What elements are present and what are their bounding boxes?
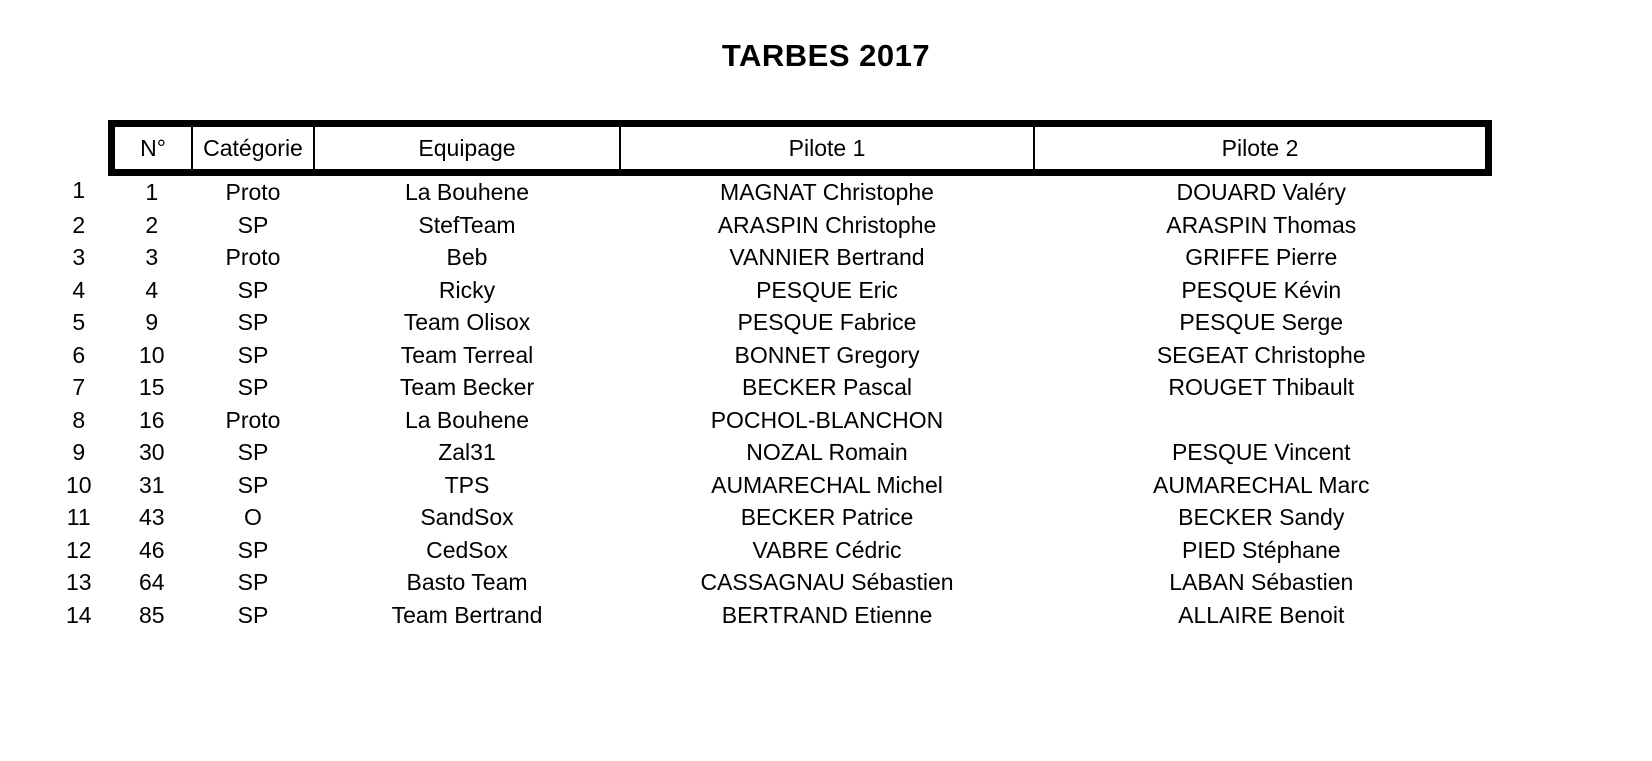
cell-pilot2: AUMARECHAL Marc — [1153, 471, 1370, 498]
cell-index: 8 — [72, 406, 86, 433]
table-row — [46, 404, 1489, 437]
cell-pilot1: VABRE Cédric — [752, 536, 902, 563]
cell-crew: Team Bertrand — [391, 601, 543, 628]
cell-index: 5 — [72, 309, 86, 335]
cell-pilot2: GRIFFE Pierre — [1185, 244, 1338, 270]
cell-pilot2: LABAN Sébastien — [1169, 569, 1354, 595]
table-header-row — [46, 124, 1489, 173]
cell-pilot2: ARASPIN Thomas — [1166, 211, 1357, 238]
cell-pilot1: MAGNAT Christophe — [720, 179, 934, 205]
cell-pilot1: AUMARECHAL Michel — [711, 471, 943, 498]
cell-category: O — [244, 504, 262, 530]
cell-index: 9 — [72, 439, 86, 465]
cell-crew: StefTeam — [418, 211, 516, 238]
cell-crew: SandSox — [420, 504, 514, 530]
table-row — [46, 274, 1489, 307]
column-header-number: N° — [112, 124, 193, 173]
cell-category: SP — [237, 374, 269, 400]
cell-number: 4 — [145, 276, 159, 303]
table-row — [46, 306, 1489, 339]
cell-number: 2 — [145, 211, 159, 238]
cell-number: 16 — [138, 406, 165, 433]
cell-category: SP — [237, 341, 269, 368]
cell-number: 10 — [138, 341, 165, 368]
cell-pilot2: PESQUE Vincent — [1171, 439, 1351, 465]
cell-category: SP — [237, 471, 269, 498]
entry-list-container — [0, 120, 1652, 631]
cell-category: Proto — [225, 179, 281, 205]
column-header-category: Catégorie — [192, 124, 314, 173]
cell-index: 2 — [72, 211, 86, 238]
table-row — [46, 469, 1489, 502]
table-row — [46, 534, 1489, 567]
cell-pilot1: VANNIER Bertrand — [729, 244, 925, 270]
cell-category: SP — [237, 601, 269, 628]
column-header-index — [46, 124, 112, 173]
cell-index: 10 — [65, 471, 92, 498]
cell-index: 3 — [72, 244, 86, 270]
cell-index: 12 — [65, 536, 92, 563]
cell-category: Proto — [225, 406, 281, 433]
cell-pilot2: PESQUE Kévin — [1181, 276, 1342, 303]
cell-index: 11 — [66, 504, 91, 530]
table-body — [46, 173, 1489, 632]
entry-list-table — [46, 120, 1492, 631]
cell-number: 30 — [138, 439, 165, 465]
table-row — [46, 566, 1489, 599]
cell-number: 3 — [145, 244, 159, 270]
cell-pilot1: POCHOL-BLANCHON — [710, 406, 944, 433]
cell-pilot1: BONNET Gregory — [734, 341, 920, 368]
table-row — [46, 339, 1489, 372]
cell-category: SP — [237, 276, 269, 303]
document-page — [0, 38, 1652, 761]
table-row — [46, 173, 1489, 209]
cell-number: 1 — [145, 179, 159, 205]
cell-crew: Beb — [446, 244, 488, 270]
cell-index: 7 — [72, 374, 86, 400]
table-row — [46, 209, 1489, 242]
cell-pilot2: BECKER Sandy — [1178, 504, 1345, 530]
cell-index: 4 — [72, 276, 86, 303]
cell-pilot2: PIED Stéphane — [1181, 536, 1341, 563]
cell-index: 1 — [72, 177, 86, 204]
cell-category: Proto — [225, 244, 281, 270]
cell-crew: La Bouhene — [404, 406, 530, 433]
cell-crew: Team Becker — [399, 374, 535, 400]
cell-pilot2: ROUGET Thibault — [1168, 374, 1355, 400]
cell-pilot1: BERTRAND Etienne — [721, 601, 933, 628]
cell-pilot1: NOZAL Romain — [746, 439, 908, 465]
cell-pilot1: CASSAGNAU Sébastien — [700, 569, 954, 595]
table-row — [46, 501, 1489, 534]
cell-category: SP — [237, 536, 269, 563]
cell-pilot1: PESQUE Fabrice — [737, 309, 917, 335]
cell-pilot2 — [1034, 404, 1489, 437]
cell-crew: Ricky — [438, 276, 496, 303]
cell-pilot2: ALLAIRE Benoit — [1178, 601, 1345, 628]
cell-number: 43 — [138, 504, 165, 530]
table-header — [46, 124, 1489, 173]
cell-crew: CedSox — [426, 536, 508, 563]
cell-crew: La Bouhene — [404, 179, 530, 205]
table-row — [46, 241, 1489, 274]
table-row — [46, 371, 1489, 404]
column-header-pilot1: Pilote 1 — [620, 124, 1034, 173]
cell-index: 6 — [72, 341, 86, 368]
cell-number: 15 — [138, 374, 165, 400]
cell-pilot2: DOUARD Valéry — [1176, 179, 1347, 205]
table-row — [46, 599, 1489, 632]
cell-crew: Basto Team — [406, 569, 528, 595]
cell-pilot2: PESQUE Serge — [1179, 309, 1344, 335]
cell-index: 13 — [65, 569, 92, 595]
column-header-pilot2: Pilote 2 — [1034, 124, 1489, 173]
cell-index: 14 — [65, 601, 92, 628]
cell-crew: Zal31 — [438, 439, 496, 465]
cell-number: 85 — [138, 601, 165, 628]
cell-crew: Team Olisox — [403, 309, 531, 335]
cell-category: SP — [237, 569, 269, 595]
page-title: TARBES 2017 — [721, 38, 931, 73]
cell-number: 9 — [145, 309, 159, 335]
cell-category: SP — [237, 309, 269, 335]
cell-number: 46 — [138, 536, 165, 563]
cell-pilot1: PESQUE Eric — [756, 276, 898, 303]
cell-pilot1: ARASPIN Christophe — [717, 211, 937, 238]
column-header-crew: Equipage — [314, 124, 620, 173]
cell-pilot1: BECKER Pascal — [741, 374, 912, 400]
cell-category: SP — [237, 439, 269, 465]
cell-crew: Team Terreal — [400, 341, 534, 368]
cell-number: 31 — [138, 471, 165, 498]
cell-pilot2: SEGEAT Christophe — [1156, 341, 1366, 368]
cell-pilot1: BECKER Patrice — [740, 504, 914, 530]
cell-number: 64 — [138, 569, 165, 595]
table-row — [46, 436, 1489, 469]
cell-crew: TPS — [444, 471, 490, 498]
cell-category: SP — [237, 211, 269, 238]
